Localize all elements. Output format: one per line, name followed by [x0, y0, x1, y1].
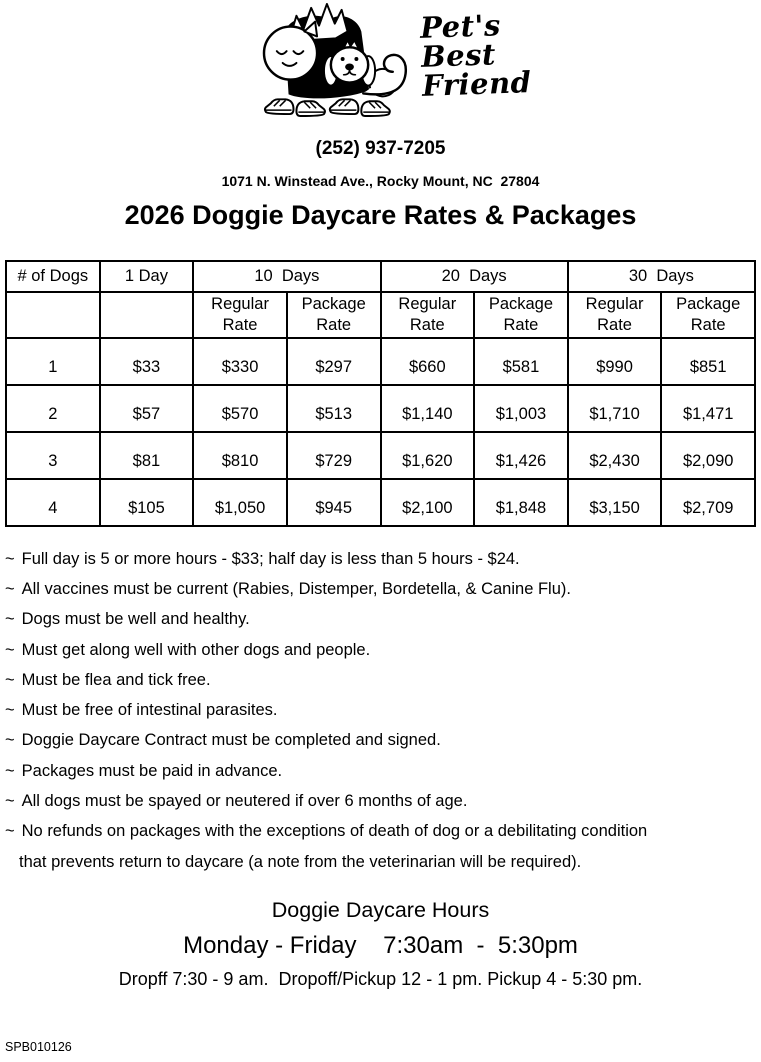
list-item [5, 574, 761, 604]
rate-cell: $729 [287, 432, 381, 479]
rate-cell: $660 [381, 338, 475, 385]
note-text: Packages must be paid in advance. [21, 761, 283, 780]
pets-cartoon-icon [231, 2, 413, 118]
hours-heading: Doggie Daycare Hours [271, 898, 490, 923]
col-header-20-days: 20 Days [381, 261, 568, 292]
num-dogs-cell: 4 [6, 479, 100, 526]
tilde-bullet: ~ [5, 731, 15, 750]
rate-cell: $1,471 [661, 385, 755, 432]
tilde-bullet: ~ [5, 701, 15, 720]
sub-header-package-rate [661, 292, 755, 338]
list-item [5, 695, 761, 725]
rate-cell: $990 [568, 338, 662, 385]
rate-cell: $1,003 [474, 385, 568, 432]
note-text: Doggie Daycare Contract must be completed and signed. [21, 731, 441, 750]
logo-word-1: Pet's [419, 8, 502, 45]
sub-header-line: Package [488, 294, 554, 313]
hours-days-line: Monday - Friday 7:30am - 5:30pm [183, 932, 578, 960]
list-item [5, 817, 761, 847]
note-text: All dogs must be spayed or neutered if over 6 months of age. [21, 792, 468, 811]
sub-header-line: Regular [585, 294, 644, 313]
table-row [6, 432, 755, 479]
sub-header-line: Rate [222, 316, 258, 334]
rate-cell: $2,100 [381, 479, 475, 526]
rate-cell: $3,150 [568, 479, 662, 526]
empty-cell [6, 292, 100, 338]
tilde-bullet: ~ [5, 579, 15, 598]
rate-cell: $513 [287, 385, 381, 432]
tilde-bullet: ~ [5, 822, 15, 841]
rate-cell: $1,848 [474, 479, 568, 526]
phone-number: (252) 937-7205 [315, 138, 446, 159]
rate-cell: $1,426 [474, 432, 568, 479]
sub-header-package-rate [287, 292, 381, 338]
list-item [5, 665, 761, 695]
sub-header-regular-rate [568, 292, 662, 338]
note-text: All vaccines must be current (Rabies, Distemper, Bordetella, & Canine Flu). [21, 579, 571, 598]
sub-header-line: Package [301, 294, 366, 313]
rate-cell: $2,430 [568, 432, 662, 479]
list-item [5, 635, 761, 665]
list-item [5, 756, 761, 786]
sub-header-line: Rate [690, 316, 726, 334]
col-header-10-days: 10 Days [193, 261, 380, 292]
rate-cell: $570 [193, 385, 287, 432]
rate-cell: $1,140 [381, 385, 475, 432]
logo-word-2: Best [420, 37, 497, 74]
one-day-rate-cell: $81 [100, 432, 194, 479]
note-text: Dogs must be well and healthy. [21, 610, 250, 629]
sub-header-line: Rate [503, 316, 539, 334]
list-item [5, 786, 761, 816]
one-day-rate-cell: $33 [100, 338, 194, 385]
list-item-continuation: that prevents return to daycare (a note from the veterinarian will be required). [19, 852, 582, 871]
list-item [5, 605, 761, 635]
list-item [5, 544, 761, 574]
rate-cell: $581 [474, 338, 568, 385]
table-subheader-row [6, 292, 755, 338]
sub-header-regular-rate [381, 292, 475, 338]
table-row [6, 385, 755, 432]
empty-cell [100, 292, 194, 338]
rate-cell: $2,709 [661, 479, 755, 526]
footer-code: SPB010126 [5, 1040, 72, 1054]
tilde-bullet: ~ [5, 761, 15, 780]
note-text: No refunds on packages with the exceptions of death of dog or a debilitating condition [21, 822, 648, 841]
col-header-one-day: 1 Day [100, 261, 194, 292]
rate-cell: $1,620 [381, 432, 475, 479]
one-day-rate-cell: $105 [100, 479, 194, 526]
rate-cell: $1,050 [193, 479, 287, 526]
notes-list [5, 544, 761, 877]
hours-section [0, 898, 761, 990]
logo-wordmark [419, 0, 532, 101]
address: 1071 N. Winstead Ave., Rocky Mount, NC 27804 [221, 173, 540, 189]
table-row [6, 338, 755, 385]
rate-cell: $945 [287, 479, 381, 526]
num-dogs-cell: 2 [6, 385, 100, 432]
col-header-num-dogs: # of Dogs [6, 261, 100, 292]
tilde-bullet: ~ [5, 792, 15, 811]
num-dogs-cell: 3 [6, 432, 100, 479]
list-item [5, 726, 761, 756]
tilde-bullet: ~ [5, 640, 15, 659]
rate-cell: $851 [661, 338, 755, 385]
hours-dropoff-line: Dropff 7:30 - 9 am. Dropoff/Pickup 12 - 1 pm. Pickup 4 - 5:30 pm. [118, 969, 643, 990]
tilde-bullet: ~ [5, 670, 15, 689]
table-row [6, 479, 755, 526]
sub-header-line: Rate [409, 316, 445, 334]
rate-cell: $2,090 [661, 432, 755, 479]
note-text: Full day is 5 or more hours - $33; half day is less than 5 hours - $24. [21, 549, 520, 568]
rate-cell: $810 [193, 432, 287, 479]
rate-cell: $1,710 [568, 385, 662, 432]
logo-word-3: Friend [421, 65, 532, 103]
sub-header-line: Rate [316, 316, 352, 334]
tilde-bullet: ~ [5, 610, 15, 629]
table-header-row [6, 261, 755, 292]
note-text: Must be flea and tick free. [21, 670, 211, 689]
rate-cell: $330 [193, 338, 287, 385]
rates-table [5, 260, 756, 527]
num-dogs-cell: 1 [6, 338, 100, 385]
sub-header-line: Rate [597, 316, 632, 334]
note-text: Must get along well with other dogs and people. [21, 640, 371, 659]
note-text: Must be free of intestinal parasites. [21, 701, 278, 720]
sub-header-line: Package [676, 294, 741, 313]
sub-header-package-rate [474, 292, 568, 338]
col-header-30-days: 30 Days [568, 261, 755, 292]
sub-header-regular-rate [193, 292, 287, 338]
sub-header-line: Regular [211, 294, 269, 313]
logo [0, 0, 761, 122]
one-day-rate-cell: $57 [100, 385, 194, 432]
sub-header-line: Regular [398, 294, 457, 313]
page-title: 2026 Doggie Daycare Rates & Packages [124, 200, 637, 230]
tilde-bullet: ~ [5, 549, 15, 568]
rate-cell: $297 [287, 338, 381, 385]
